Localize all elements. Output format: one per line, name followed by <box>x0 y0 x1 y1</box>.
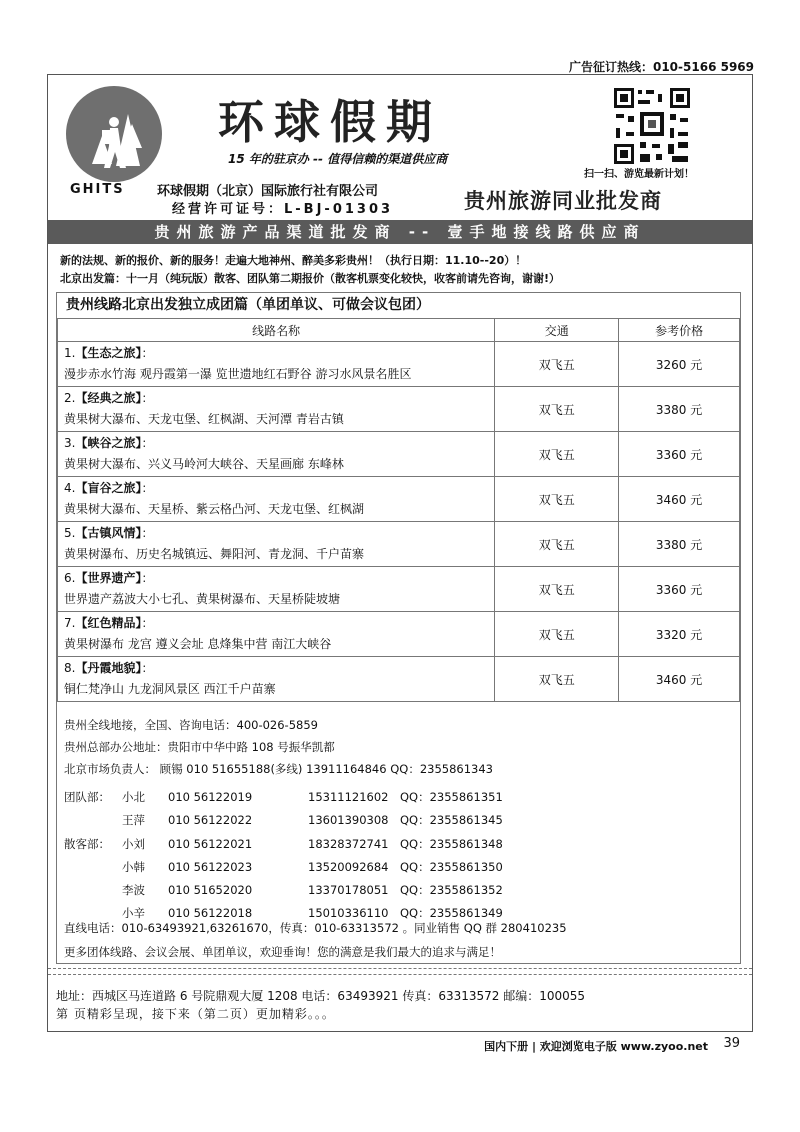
ad-hotline: 广告征订热线：010-5166 5969 <box>568 60 754 74</box>
hq-address-line: 贵州总部办公地址：贵阳市中华中路 108 号振华凯都 <box>64 740 335 754</box>
route-number: 7. <box>64 616 76 630</box>
route-separator: ： <box>141 391 154 405</box>
staff-mobile: 13520092684 <box>308 859 389 874</box>
price-cell: 3260 元 <box>619 342 740 387</box>
qr-code-icon[interactable] <box>612 86 692 166</box>
route-cell <box>58 342 495 387</box>
notice-line-2: 北京出发篇：十一月（纯玩版）散客、团队第二期报价（散客机票变化较快，收客前请先咨询，谢谢!） <box>60 272 561 285</box>
route-description: 世界遗产荔波大小七孔、黄果树瀑布、天星桥陡坡塘 <box>64 592 341 606</box>
staff-tel: 010 56122021 <box>168 836 253 851</box>
route-separator: ： <box>141 526 154 540</box>
route-cell <box>58 432 495 477</box>
transport-cell: 双飞五 <box>495 477 619 522</box>
route-name: 【峡谷之旅】 <box>75 436 142 450</box>
price-cell: 3380 元 <box>619 387 740 432</box>
price-cell: 3360 元 <box>619 432 740 477</box>
price-cell: 3460 元 <box>619 477 740 522</box>
divider <box>48 968 752 969</box>
table-row <box>58 657 740 702</box>
route-number: 2. <box>64 391 76 405</box>
transport-cell: 双飞五 <box>495 522 619 567</box>
route-name: 【红色精品】 <box>75 616 142 630</box>
route-cell <box>58 657 495 702</box>
contact-info <box>64 714 493 780</box>
table-row <box>58 612 740 657</box>
next-page-note: 第 页精彩呈现，接下来（第二页）更加精彩。。。 <box>56 1007 335 1021</box>
route-cell <box>58 522 495 567</box>
transport-cell: 双飞五 <box>495 342 619 387</box>
route-table-title: 贵州线路北京出发独立成团篇（单团单议、可做会议包团） <box>66 297 430 313</box>
staff-mobile: 13601390308 <box>308 813 389 828</box>
staff-mobile: 18328372741 <box>308 836 389 851</box>
staff-name: 小辛 <box>122 906 145 921</box>
price-cell: 3380 元 <box>619 522 740 567</box>
route-description: 黄果树大瀑布、兴义马岭河大峡谷、天星画廊 东峰林 <box>64 457 344 471</box>
staff-qq: QQ：2355861349 <box>400 906 503 921</box>
table-header-row <box>58 319 740 342</box>
staff-tel: 010 56122019 <box>168 790 253 804</box>
banner: 贵州旅游产品渠道批发商 -- 壹手地接线路供应商 <box>48 220 752 244</box>
staff-tel: 010 51652020 <box>168 883 253 898</box>
staff-tel: 010 56122023 <box>168 859 253 874</box>
route-separator: ： <box>141 661 154 675</box>
transport-cell: 双飞五 <box>495 567 619 612</box>
notice-line-1: 新的法规、新的报价、新的服务！走遍大地神州、醉美多彩贵州！（执行日期：11.10--20）！ <box>60 254 527 267</box>
hiker-logo-icon <box>66 86 162 182</box>
table-row <box>58 567 740 612</box>
staff-qq: QQ：2355861348 <box>400 836 503 851</box>
route-description: 黄果树大瀑布、天星桥、紫云格凸河、天龙屯堡、红枫湖 <box>64 502 365 516</box>
table-row <box>58 477 740 522</box>
staff-name: 小刘 <box>122 836 145 851</box>
route-name: 【世界遗产】 <box>75 571 142 585</box>
staff-dept: 散客部： <box>64 836 110 851</box>
route-number: 4. <box>64 481 76 495</box>
route-description: 黄果树瀑布、历史名城镇远、舞阳河、青龙洞、千户苗寨 <box>64 547 365 561</box>
route-separator: ： <box>141 436 154 450</box>
staff-name: 小韩 <box>122 859 145 874</box>
staff-qq: QQ：2355861351 <box>400 790 503 804</box>
route-table <box>57 318 740 702</box>
scan-hint: 扫一扫、游览最新计划！ <box>584 169 694 180</box>
staff-qq: QQ：2355861352 <box>400 883 503 898</box>
route-cell <box>58 567 495 612</box>
header-route: 线路名称 <box>58 319 495 342</box>
staff-mobile: 13370178051 <box>308 883 389 898</box>
route-name: 【生态之旅】 <box>75 346 142 360</box>
price-cell: 3320 元 <box>619 612 740 657</box>
route-separator: ： <box>141 481 154 495</box>
staff-tel: 010 56122022 <box>168 813 253 828</box>
route-description: 漫步赤水竹海 观丹霞第一瀑 览世遗地红石野谷 游习水风景名胜区 <box>64 367 412 381</box>
route-name: 【古镇风情】 <box>75 526 142 540</box>
route-description: 黄果树大瀑布、天龙屯堡、红枫湖、天河潭 青岩古镇 <box>64 412 344 426</box>
staff-qq: QQ：2355861345 <box>400 813 503 828</box>
brand-title: 环球假期 <box>218 95 442 149</box>
route-name: 【丹霞地貌】 <box>75 661 142 675</box>
route-description: 铜仁梵净山 九龙洞风景区 西江千户苗寨 <box>64 682 276 696</box>
table-row <box>58 342 740 387</box>
route-description: 黄果树瀑布 龙宫 遵义会址 息烽集中营 南江大峡谷 <box>64 637 332 651</box>
route-name: 【经典之旅】 <box>75 391 142 405</box>
transport-cell: 双飞五 <box>495 387 619 432</box>
divider <box>48 974 752 975</box>
office-address: 地址：西城区马连道路 6 号院鼎观大厦 1208 电话：63493921 传真：63313572 邮编：100055 <box>56 989 586 1003</box>
transport-cell: 双飞五 <box>495 612 619 657</box>
beijing-manager-line: 北京市场负责人： 顾锡 010 51655188(多线) 13911164846 QQ：2355861343 <box>64 762 493 776</box>
license-number: 经营许可证号：L-BJ-01303 <box>172 202 394 217</box>
table-row <box>58 432 740 477</box>
staff-name: 李波 <box>122 883 145 898</box>
hotline-line: 贵州全线地接，全国、咨询电话：400-026-5859 <box>64 718 318 732</box>
transport-cell: 双飞五 <box>495 432 619 477</box>
staff-name: 王萍 <box>122 813 145 828</box>
route-cell <box>58 387 495 432</box>
route-separator: ： <box>141 346 154 360</box>
slogan: 15 年的驻京办 -- 值得信赖的渠道供应商 <box>228 152 448 166</box>
route-separator: ： <box>141 616 154 630</box>
route-number: 8. <box>64 661 76 675</box>
staff-dept: 团队部： <box>64 790 110 804</box>
staff-tel: 010 56122018 <box>168 906 253 921</box>
more-services-line: 更多团体线路、会议会展、单团单议，欢迎垂询！您的满意是我们最大的追求与满足！ <box>64 945 501 959</box>
route-cell <box>58 477 495 522</box>
transport-cell: 双飞五 <box>495 657 619 702</box>
header-price: 参考价格 <box>619 319 740 342</box>
direct-phone-line: 直线电话：010-63493921,63261670，传真：010-63313572 。同业销售 QQ 群 280410235 <box>64 921 567 935</box>
route-separator: ： <box>141 571 154 585</box>
price-cell: 3460 元 <box>619 657 740 702</box>
table-row <box>58 387 740 432</box>
staff-mobile: 15311121602 <box>308 790 389 804</box>
staff-mobile: 15010336110 <box>308 906 389 921</box>
page-number: 39 <box>723 1036 740 1051</box>
route-cell <box>58 612 495 657</box>
table-row <box>58 522 740 567</box>
route-number: 3. <box>64 436 76 450</box>
price-cell: 3360 元 <box>619 567 740 612</box>
staff-qq: QQ：2355861350 <box>400 859 503 874</box>
staff-name: 小北 <box>122 790 145 804</box>
wholesaler-title: 贵州旅游同业批发商 <box>464 189 662 213</box>
route-name: 【盲谷之旅】 <box>75 481 142 495</box>
route-number: 5. <box>64 526 76 540</box>
footer-text[interactable]: 国内下册 | 欢迎浏览电子版 www.zyoo.net <box>484 1040 708 1053</box>
company-name: 环球假期（北京）国际旅行社有限公司 <box>157 184 379 199</box>
logo-text: GHITS <box>70 182 125 197</box>
route-number: 1. <box>64 346 76 360</box>
route-number: 6. <box>64 571 76 585</box>
header-transport: 交通 <box>495 319 619 342</box>
